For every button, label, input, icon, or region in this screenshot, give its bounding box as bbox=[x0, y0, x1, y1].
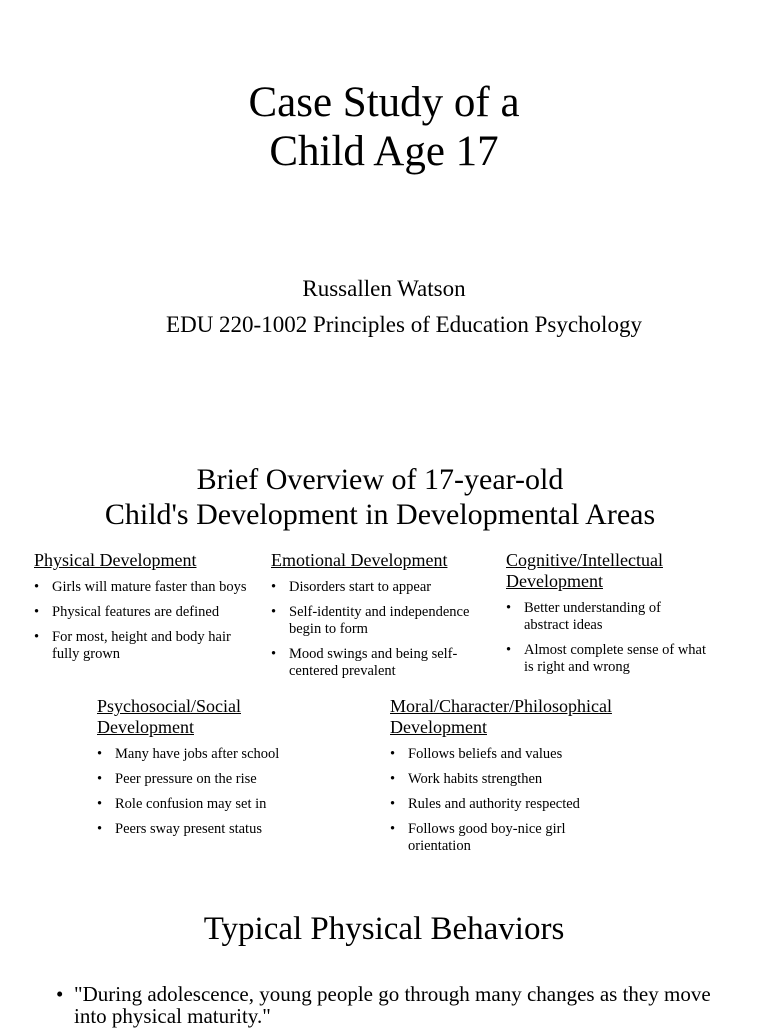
physical-behaviors-bullet: • "During adolescence, young people go through many changes as they move into physical maturity." bbox=[56, 983, 736, 1027]
cognitive-development-section bbox=[506, 550, 706, 684]
psychosocial-development-section bbox=[97, 696, 337, 846]
overview-heading-line2: Child's Development in Developmental Areas bbox=[104, 498, 656, 531]
list-item: • Peer pressure on the rise bbox=[97, 771, 337, 788]
overview-heading bbox=[0, 462, 764, 532]
list-item: • Peers sway present status bbox=[97, 821, 337, 838]
list-item: • Follows beliefs and values bbox=[390, 746, 610, 763]
list-item: • For most, height and body hair fully grown bbox=[34, 629, 254, 663]
moral-development-title-line1: Moral/Character/Philosophical bbox=[390, 696, 612, 716]
list-item: • Better understanding of abstract ideas bbox=[506, 600, 706, 634]
author-name: Russallen Watson bbox=[302, 276, 466, 301]
physical-development-section bbox=[34, 550, 254, 671]
slide-title-line1: Case Study of a bbox=[248, 79, 520, 126]
physical-behaviors-heading: Typical Physical Behaviors bbox=[203, 911, 565, 947]
list-item: • Physical features are defined bbox=[34, 604, 254, 621]
moral-development-list bbox=[390, 746, 610, 855]
list-item: • Many have jobs after school bbox=[97, 746, 337, 763]
list-item: • Disorders start to appear bbox=[271, 579, 486, 596]
list-item: • Work habits strengthen bbox=[390, 771, 610, 788]
course-name: EDU 220-1002 Principles of Education Psychology bbox=[166, 312, 642, 337]
overview-heading-line1: Brief Overview of 17-year-old bbox=[196, 463, 564, 496]
slide-title bbox=[0, 78, 768, 176]
cognitive-development-title-line2: Development bbox=[506, 571, 603, 591]
cognitive-development-title-line1: Cognitive/Intellectual bbox=[506, 550, 663, 570]
psychosocial-development-list bbox=[97, 746, 337, 838]
physical-development-title: Physical Development bbox=[34, 550, 197, 570]
physical-behaviors-bullet-text: "During adolescence, young people go through many changes as they move into physical maturity." bbox=[74, 982, 711, 1028]
list-item: • Almost complete sense of what is right and wrong bbox=[506, 642, 706, 676]
psychosocial-development-title-line2: Development bbox=[97, 717, 194, 737]
cognitive-development-list bbox=[506, 600, 706, 676]
list-item: • Girls will mature faster than boys bbox=[34, 579, 254, 596]
slide-title-line2: Child Age 17 bbox=[269, 128, 499, 175]
physical-development-list bbox=[34, 579, 254, 663]
list-item: • Mood swings and being self-centered prevalent bbox=[271, 646, 486, 680]
emotional-development-list bbox=[271, 579, 486, 680]
moral-development-title-line2: Development bbox=[390, 717, 487, 737]
list-item: • Self-identity and independence begin to form bbox=[271, 604, 486, 638]
list-item: • Role confusion may set in bbox=[97, 796, 337, 813]
moral-development-section bbox=[390, 696, 640, 863]
emotional-development-section bbox=[271, 550, 486, 688]
psychosocial-development-title-line1: Psychosocial/Social bbox=[97, 696, 241, 716]
list-item: • Rules and authority respected bbox=[390, 796, 610, 813]
list-item: • Follows good boy-nice girl orientation bbox=[390, 821, 610, 855]
emotional-development-title: Emotional Development bbox=[271, 550, 448, 570]
